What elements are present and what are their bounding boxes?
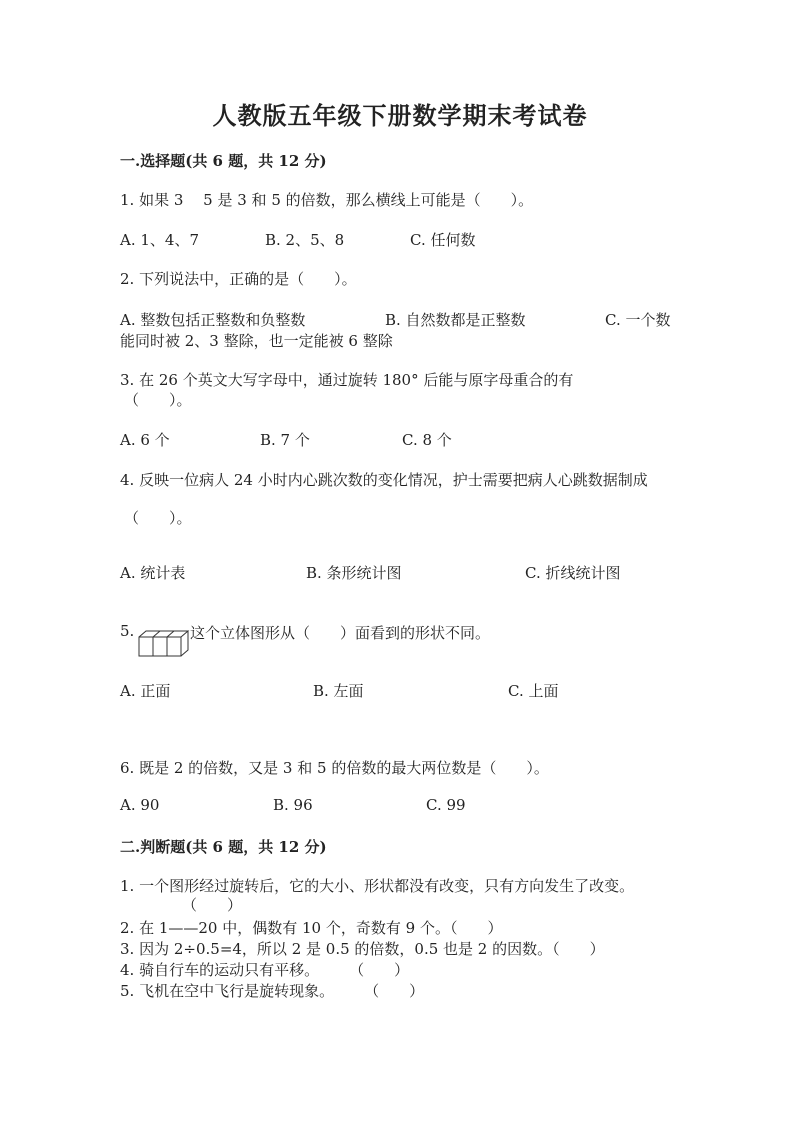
q5-option-c: C. 上面 [508,682,559,700]
section-heading-choice: 一.选择题(共 6 题，共 12 分) [120,152,327,170]
q6-option-b: B. 96 [273,796,313,814]
judge-item-2: 2. 在 1——20 中，偶数有 10 个，奇数有 9 个。（ ） [120,919,503,937]
q4-option-c: C. 折线统计图 [525,564,621,582]
q2-option-c: C. 一个数 [605,311,671,329]
page-title: 人教版五年级下册数学期末考试卷 [212,101,588,130]
q4-option-b: B. 条形统计图 [306,564,402,582]
judge-item-1: 1. 一个图形经过旋转后，它的大小、形状都没有改变，只有方向发生了改变。 [120,877,635,895]
q3-option-c: C. 8 个 [402,431,452,449]
q5-option-a: A. 正面 [120,682,171,700]
q6-option-a: A. 90 [120,796,160,814]
question-4-blank: （ ）。 [124,509,192,527]
judge-item-1-blank: （ ） [182,896,243,914]
question-5: 这个立体图形从（ ）面看到的形状不同。 [190,624,491,642]
question-6: 6. 既是 2 的倍数，又是 3 和 5 的倍数的最大两位数是（ ）。 [120,759,549,777]
q2-option-b: B. 自然数都是正整数 [385,311,526,329]
q3-option-a: A. 6 个 [120,431,170,449]
question-1: 1. 如果 3 5 是 3 和 5 的倍数，那么横线上可能是（ ）。 [120,191,534,209]
q5-option-b: B. 左面 [313,682,364,700]
three-cubes-figure [138,630,190,658]
judge-item-5: 5. 飞机在空中飞行是旋转现象。 （ ） [120,982,425,1000]
q6-option-c: C. 99 [426,796,466,814]
q1-option-b: B. 2、5、8 [265,231,345,249]
question-4: 4. 反映一位病人 24 小时内心跳次数的变化情况，护士需要把病人心跳数据制成 [120,471,648,489]
judge-item-3: 3. 因为 2÷0.5=4，所以 2 是 0.5 的倍数，0.5 也是 2 的因数。（ ） [120,940,605,958]
q2-option-c-continued: 能同时被 2、3 整除，也一定能被 6 整除 [120,332,393,350]
judge-item-4: 4. 骑自行车的运动只有平移。 （ ） [120,961,410,979]
section-heading-judgement: 二.判断题(共 6 题，共 12 分) [120,838,327,856]
question-3: 3. 在 26 个英文大写字母中，通过旋转 180° 后能与原字母重合的有 [120,371,574,389]
question-5-number: 5. [120,622,135,640]
q3-option-b: B. 7 个 [260,431,310,449]
q2-option-a: A. 整数包括正整数和负整数 [120,311,306,329]
question-2: 2. 下列说法中，正确的是（ ）。 [120,270,357,288]
q1-option-c: C. 任何数 [410,231,476,249]
q1-option-a: A. 1、4、7 [120,231,199,249]
q4-option-a: A. 统计表 [120,564,186,582]
question-3-blank: （ ）。 [124,391,192,409]
